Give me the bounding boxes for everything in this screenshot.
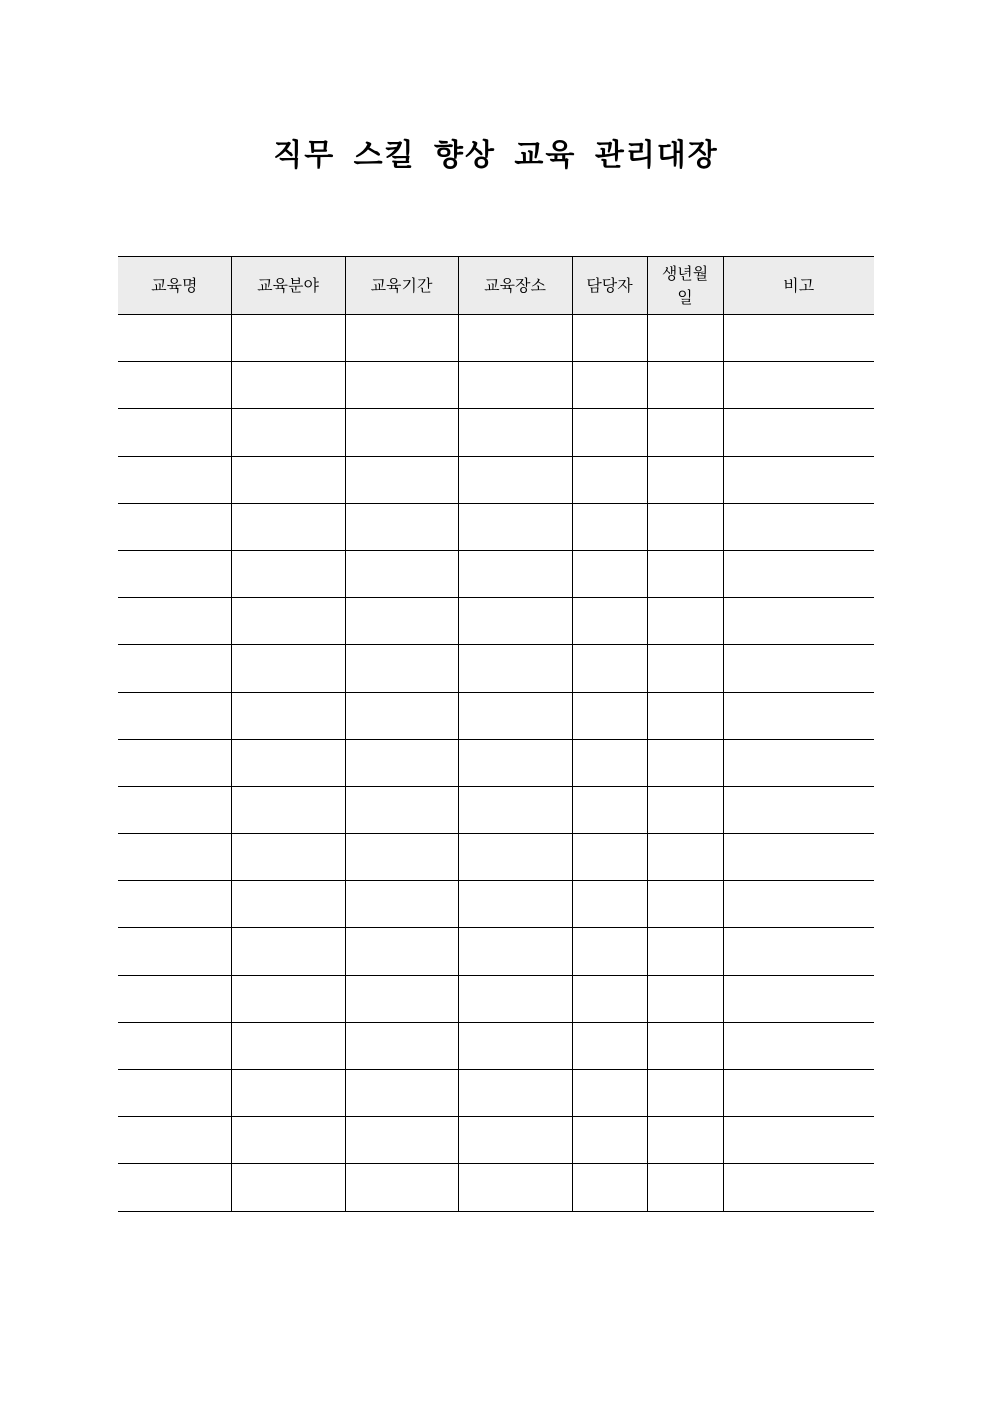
table-cell[interactable] xyxy=(458,786,572,833)
table-cell[interactable] xyxy=(345,315,458,362)
table-row xyxy=(118,1164,874,1211)
table-cell[interactable] xyxy=(345,1022,458,1069)
table-cell[interactable] xyxy=(572,975,647,1022)
table-cell[interactable] xyxy=(723,1117,874,1164)
table-cell[interactable] xyxy=(723,1070,874,1117)
table-cell[interactable] xyxy=(118,881,231,928)
table-cell[interactable] xyxy=(458,1022,572,1069)
table-cell[interactable] xyxy=(572,362,647,409)
table-cell[interactable] xyxy=(458,1117,572,1164)
table-cell[interactable] xyxy=(458,834,572,881)
table-cell[interactable] xyxy=(647,834,723,881)
table-cell[interactable] xyxy=(118,975,231,1022)
table-cell[interactable] xyxy=(723,692,874,739)
table-cell[interactable] xyxy=(231,315,345,362)
table-cell[interactable] xyxy=(647,1022,723,1069)
table-cell[interactable] xyxy=(231,739,345,786)
table-row xyxy=(118,1070,874,1117)
education-ledger-table xyxy=(118,256,874,1212)
table-cell[interactable] xyxy=(647,598,723,645)
header-course-period: 교육기간 xyxy=(345,257,458,315)
table-cell[interactable] xyxy=(231,928,345,975)
table-cell[interactable] xyxy=(458,315,572,362)
table-cell[interactable] xyxy=(647,1117,723,1164)
table-cell[interactable] xyxy=(723,456,874,503)
table-cell[interactable] xyxy=(345,786,458,833)
table-cell[interactable] xyxy=(458,503,572,550)
table-cell[interactable] xyxy=(345,692,458,739)
table-cell[interactable] xyxy=(231,409,345,456)
table-cell[interactable] xyxy=(572,1117,647,1164)
table-cell[interactable] xyxy=(572,456,647,503)
table-cell[interactable] xyxy=(231,503,345,550)
table-cell[interactable] xyxy=(345,503,458,550)
table-cell[interactable] xyxy=(231,975,345,1022)
table-cell[interactable] xyxy=(647,645,723,692)
table-cell[interactable] xyxy=(118,692,231,739)
table-cell[interactable] xyxy=(345,928,458,975)
table-cell[interactable] xyxy=(572,928,647,975)
table-cell[interactable] xyxy=(118,739,231,786)
page-title: 직무 스킬 향상 교육 관리대장 xyxy=(273,138,719,173)
table-cell[interactable] xyxy=(572,550,647,597)
table-cell[interactable] xyxy=(231,1070,345,1117)
table-cell[interactable] xyxy=(345,550,458,597)
table-cell[interactable] xyxy=(723,598,874,645)
table-cell[interactable] xyxy=(572,645,647,692)
table-cell[interactable] xyxy=(723,315,874,362)
table-row xyxy=(118,550,874,597)
table-row xyxy=(118,928,874,975)
table-cell[interactable] xyxy=(572,315,647,362)
table-cell[interactable] xyxy=(458,362,572,409)
table-row xyxy=(118,692,874,739)
table-cell[interactable] xyxy=(572,786,647,833)
table-row xyxy=(118,503,874,550)
table-row xyxy=(118,1117,874,1164)
table-cell[interactable] xyxy=(231,692,345,739)
table-cell[interactable] xyxy=(458,550,572,597)
table-cell[interactable] xyxy=(572,1022,647,1069)
table-cell[interactable] xyxy=(723,362,874,409)
table-cell[interactable] xyxy=(647,692,723,739)
table-cell[interactable] xyxy=(118,409,231,456)
header-course-field: 교육분야 xyxy=(231,257,345,315)
table-cell[interactable] xyxy=(647,1164,723,1211)
table-cell[interactable] xyxy=(647,362,723,409)
table-cell[interactable] xyxy=(647,928,723,975)
table-cell[interactable] xyxy=(647,1070,723,1117)
table-row xyxy=(118,362,874,409)
table-cell[interactable] xyxy=(647,550,723,597)
table-cell[interactable] xyxy=(458,409,572,456)
table-cell[interactable] xyxy=(458,739,572,786)
table-cell[interactable] xyxy=(345,409,458,456)
table-cell[interactable] xyxy=(723,1164,874,1211)
table-cell[interactable] xyxy=(723,786,874,833)
header-birth-date: 생년월일 xyxy=(647,257,723,315)
table-cell[interactable] xyxy=(572,598,647,645)
table-cell[interactable] xyxy=(458,456,572,503)
table-cell[interactable] xyxy=(647,456,723,503)
table-cell[interactable] xyxy=(118,1070,231,1117)
table-cell[interactable] xyxy=(118,598,231,645)
table-cell[interactable] xyxy=(723,739,874,786)
table-cell[interactable] xyxy=(118,550,231,597)
table-cell[interactable] xyxy=(231,645,345,692)
table-cell[interactable] xyxy=(723,834,874,881)
header-person-in-charge: 담당자 xyxy=(572,257,647,315)
table-cell[interactable] xyxy=(118,362,231,409)
table-cell[interactable] xyxy=(345,1117,458,1164)
table-cell[interactable] xyxy=(647,739,723,786)
table-cell[interactable] xyxy=(723,550,874,597)
table-cell[interactable] xyxy=(458,645,572,692)
table-cell[interactable] xyxy=(345,362,458,409)
table-cell[interactable] xyxy=(458,1164,572,1211)
table-cell[interactable] xyxy=(118,456,231,503)
table-cell[interactable] xyxy=(647,786,723,833)
table-cell[interactable] xyxy=(345,881,458,928)
table-cell[interactable] xyxy=(572,881,647,928)
table-cell[interactable] xyxy=(572,692,647,739)
table-cell[interactable] xyxy=(345,645,458,692)
table-row xyxy=(118,315,874,362)
table-cell[interactable] xyxy=(345,975,458,1022)
table-cell[interactable] xyxy=(118,928,231,975)
table-cell[interactable] xyxy=(345,598,458,645)
table-cell[interactable] xyxy=(723,881,874,928)
table-cell[interactable] xyxy=(647,975,723,1022)
table-cell[interactable] xyxy=(572,409,647,456)
header-course-location: 교육장소 xyxy=(458,257,572,315)
table-cell[interactable] xyxy=(458,598,572,645)
table-cell[interactable] xyxy=(231,456,345,503)
header-row xyxy=(118,257,874,315)
table-cell[interactable] xyxy=(572,739,647,786)
table-cell[interactable] xyxy=(118,1164,231,1211)
table-row xyxy=(118,598,874,645)
table-cell[interactable] xyxy=(723,503,874,550)
table-cell[interactable] xyxy=(458,975,572,1022)
table-cell[interactable] xyxy=(231,881,345,928)
table-cell[interactable] xyxy=(118,1117,231,1164)
table-body xyxy=(118,315,874,1212)
header-remarks: 비고 xyxy=(723,257,874,315)
table-cell[interactable] xyxy=(572,503,647,550)
table-cell[interactable] xyxy=(723,1022,874,1069)
table-row xyxy=(118,834,874,881)
table-cell[interactable] xyxy=(458,1070,572,1117)
table-row xyxy=(118,975,874,1022)
table-cell[interactable] xyxy=(118,1022,231,1069)
table-cell[interactable] xyxy=(572,834,647,881)
table-cell[interactable] xyxy=(647,881,723,928)
table-cell[interactable] xyxy=(231,786,345,833)
table-cell[interactable] xyxy=(458,881,572,928)
table-cell[interactable] xyxy=(647,409,723,456)
table-cell[interactable] xyxy=(231,834,345,881)
table-cell[interactable] xyxy=(231,362,345,409)
table-cell[interactable] xyxy=(118,786,231,833)
table-row xyxy=(118,456,874,503)
table-cell[interactable] xyxy=(458,692,572,739)
table-row xyxy=(118,739,874,786)
table-cell[interactable] xyxy=(345,739,458,786)
table-cell[interactable] xyxy=(345,456,458,503)
table-cell[interactable] xyxy=(723,928,874,975)
table-row xyxy=(118,409,874,456)
table-cell[interactable] xyxy=(345,834,458,881)
table-cell[interactable] xyxy=(118,315,231,362)
table-cell[interactable] xyxy=(118,503,231,550)
table-cell[interactable] xyxy=(723,409,874,456)
table-row xyxy=(118,1022,874,1069)
table-row xyxy=(118,786,874,833)
table-cell[interactable] xyxy=(345,1164,458,1211)
table-cell[interactable] xyxy=(231,598,345,645)
table-cell[interactable] xyxy=(118,645,231,692)
table-cell[interactable] xyxy=(231,1117,345,1164)
table-cell[interactable] xyxy=(723,975,874,1022)
table-cell[interactable] xyxy=(647,503,723,550)
table-cell[interactable] xyxy=(118,834,231,881)
table-row xyxy=(118,645,874,692)
table-cell[interactable] xyxy=(345,1070,458,1117)
table-cell[interactable] xyxy=(647,315,723,362)
table-row xyxy=(118,881,874,928)
table-cell[interactable] xyxy=(231,1164,345,1211)
table-cell[interactable] xyxy=(231,550,345,597)
table-cell[interactable] xyxy=(572,1164,647,1211)
header-course-name: 교육명 xyxy=(118,257,231,315)
table-cell[interactable] xyxy=(572,1070,647,1117)
table-cell[interactable] xyxy=(723,645,874,692)
table-cell[interactable] xyxy=(458,928,572,975)
table-cell[interactable] xyxy=(231,1022,345,1069)
